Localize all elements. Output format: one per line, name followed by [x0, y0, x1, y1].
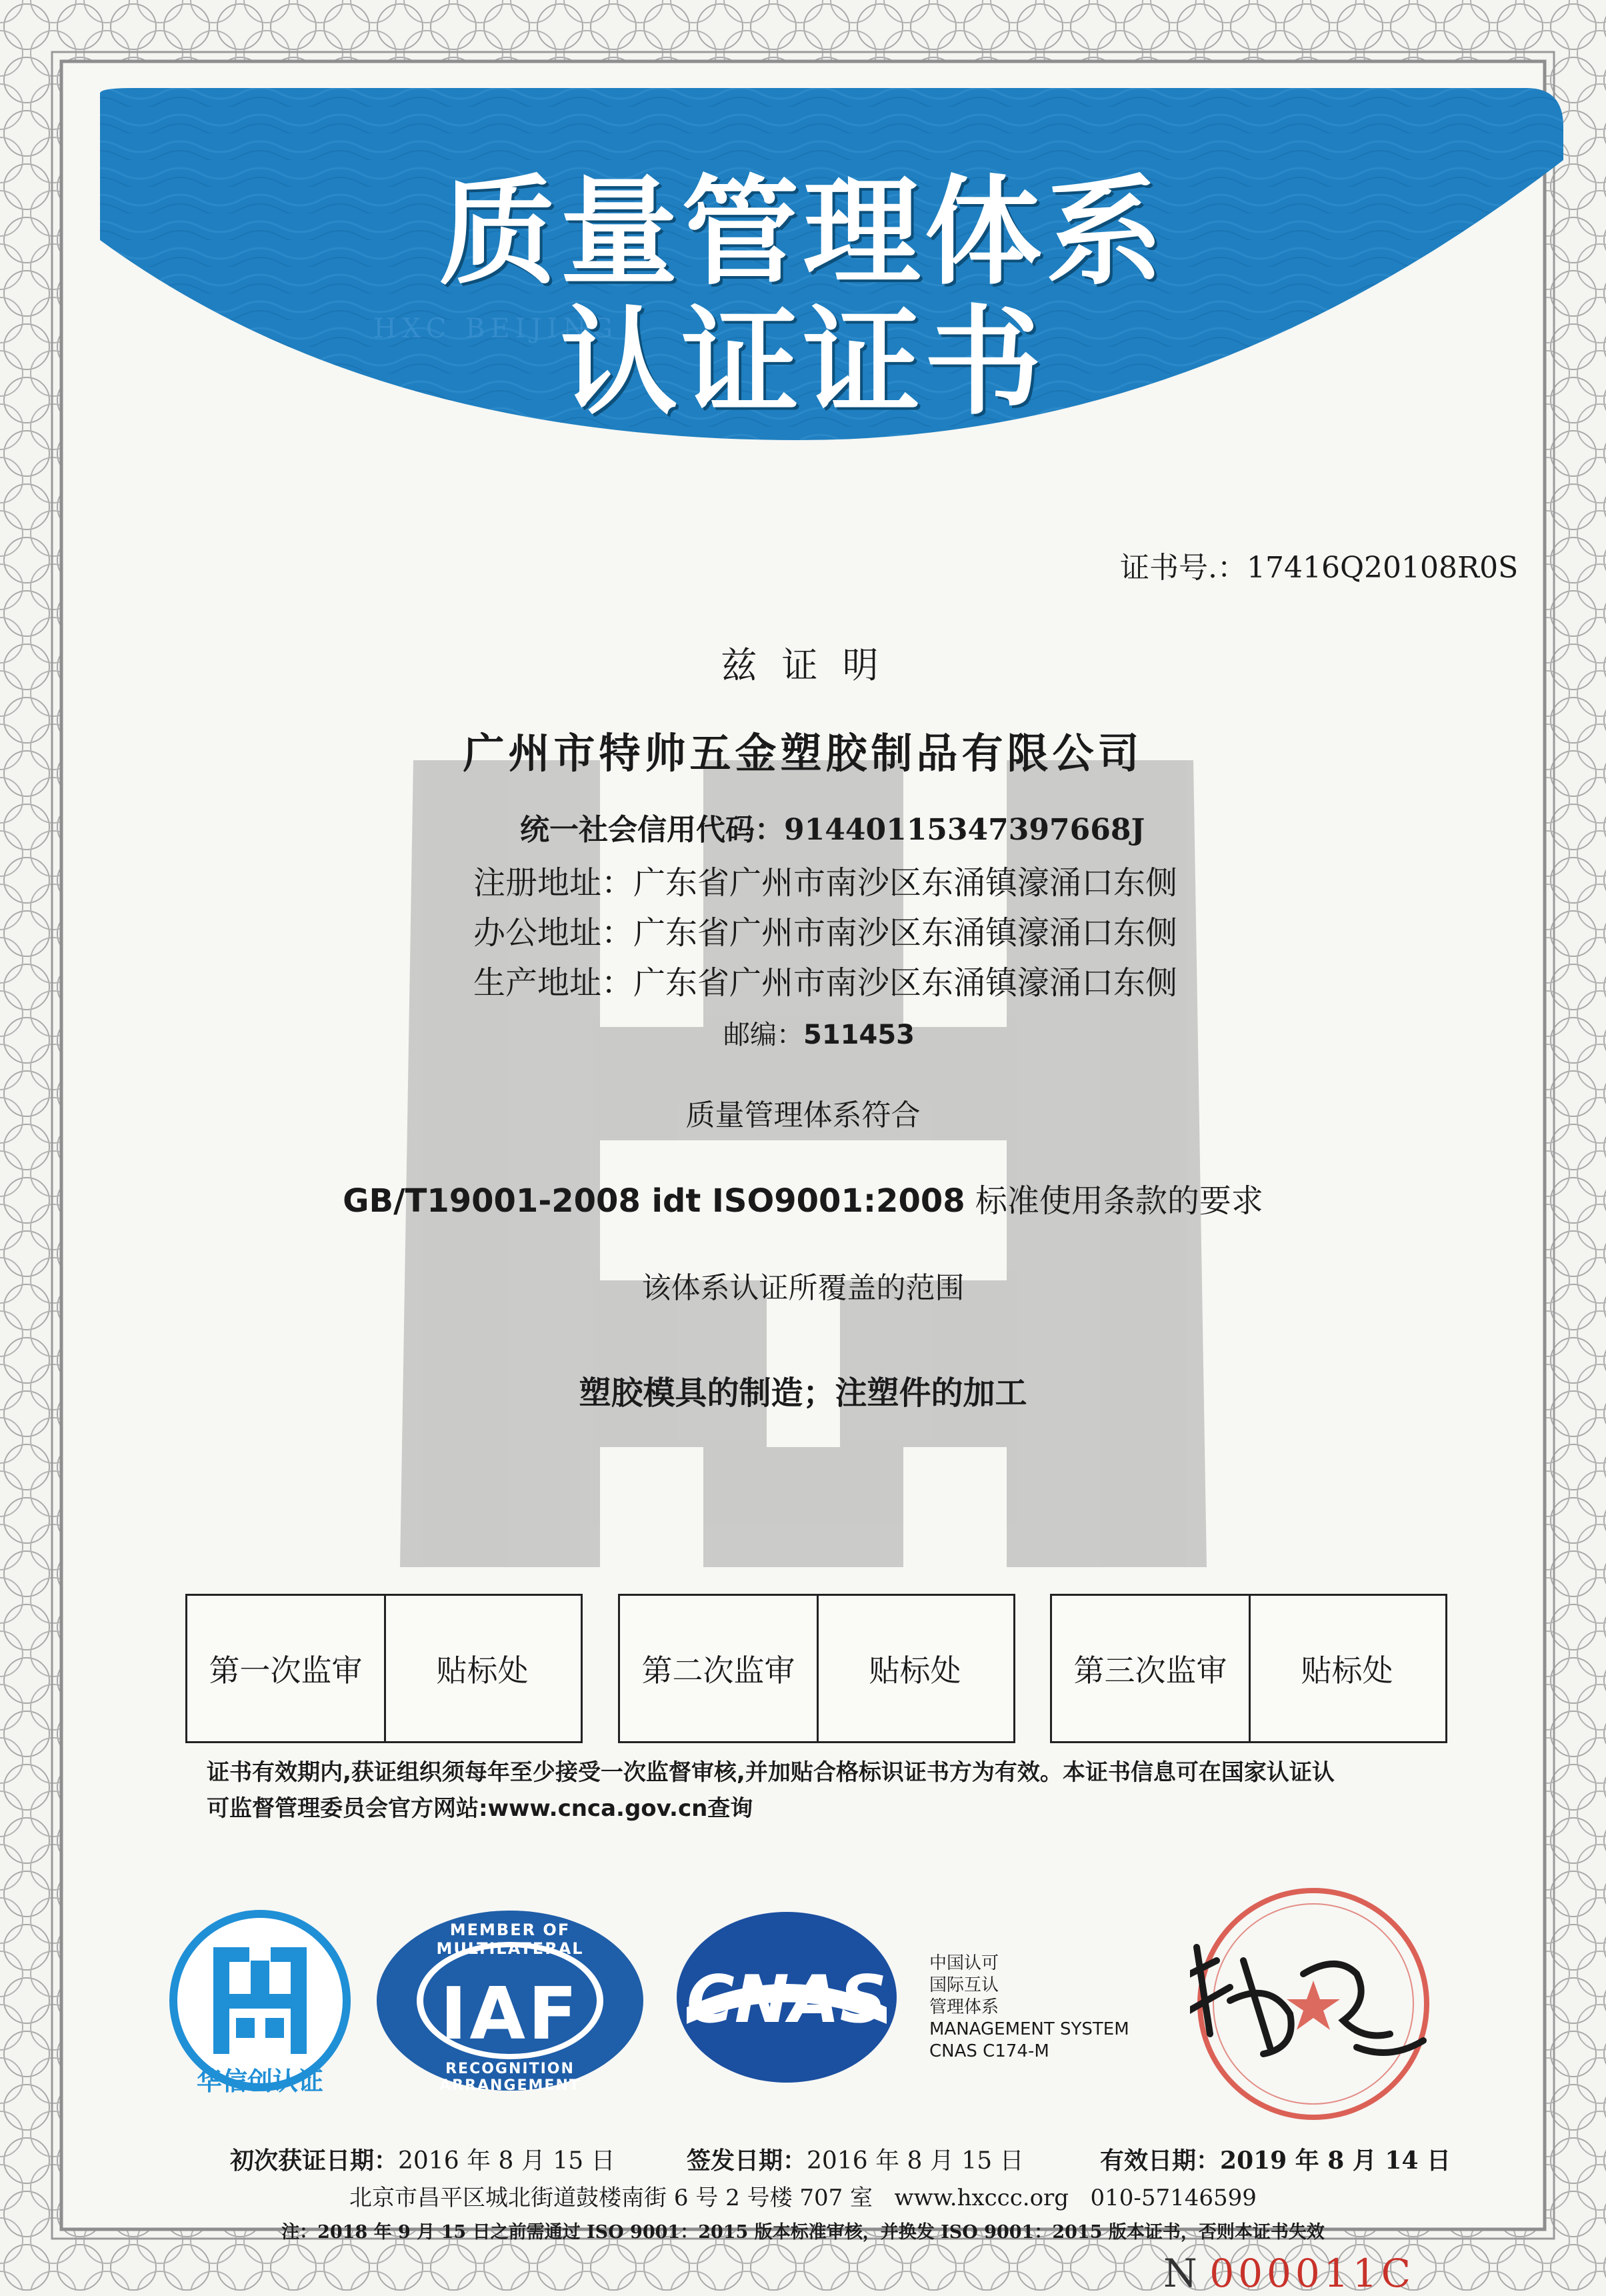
- audit-stamp-area: 贴标处: [436, 1652, 529, 1688]
- production-address: [473, 957, 1177, 1003]
- audit-stamp-area: 贴标处: [1301, 1652, 1393, 1688]
- cnas-info-line: 管理体系: [929, 1997, 999, 2017]
- registered-address: [473, 857, 1177, 903]
- credit-code-label: 统一社会信用代码：: [520, 813, 784, 847]
- credit-code-value: 91440115347397668J: [784, 813, 1145, 847]
- banner-watermark: HXC BEIJING: [373, 313, 619, 344]
- cnas-info-line: CNAS C174-M: [929, 2041, 1049, 2061]
- office-address-value: 广东省广州市南沙区东涌镇濠涌口东侧: [633, 914, 1178, 952]
- issue-date-label: 签发日期：: [687, 2147, 807, 2175]
- title-line1: 质量管理体系: [439, 163, 1167, 301]
- first-cert-date-value: 2016 年 8 月 15 日: [398, 2147, 615, 2175]
- validity-notice-line1: 证书有效期内,获证组织须每年至少接受一次监督审核,并加贴合格标识证书方为有效。本证书信息可在国家认证认: [207, 1759, 1335, 1786]
- issuer-phone: 010-57146599: [1090, 2185, 1257, 2211]
- postcode-label: 邮编：: [723, 1020, 803, 1050]
- postcode-value: 511453: [803, 1020, 915, 1050]
- first-cert-date-label: 初次获证日期：: [230, 2147, 399, 2175]
- production-address-value: 广东省广州市南沙区东涌镇濠涌口东侧: [633, 964, 1178, 1002]
- expiry-date-label: 有效日期：: [1100, 2147, 1221, 2175]
- audit-label: 第三次监审: [1052, 1596, 1251, 1741]
- serial-number: [1163, 2251, 1415, 2296]
- expiry-date-value: 2019 年 8 月 14 日: [1220, 2147, 1451, 2175]
- cnas-info: [929, 1953, 1129, 2063]
- cnas-info-line: 国际互认: [929, 1975, 999, 1995]
- office-address: [473, 907, 1177, 953]
- serial-value: 000011C: [1209, 2251, 1415, 2296]
- footnote: 注：2018 年 9 月 15 日之前需通过 ISO 9001：2015 版本标准审核，并换发 ISO 9001：2015 版本证书，否则本证书失效: [281, 2222, 1325, 2243]
- standard-code: GB/T19001-2008 idt ISO9001:2008: [343, 1182, 965, 1220]
- scope-text: 塑胶模具的制造；注塑件的加工: [579, 1374, 1027, 1412]
- issuer-contact: [0, 2179, 1606, 2212]
- expiry-date: [1100, 2142, 1451, 2176]
- audit-label: 第一次监审: [187, 1596, 386, 1741]
- cert-number: [1120, 543, 1518, 586]
- serial-prefix: N: [1163, 2251, 1197, 2296]
- audit-box-1: [185, 1594, 583, 1743]
- hxc-logo-text: 华信创认证: [196, 2067, 323, 2096]
- cnas-info-line: MANAGEMENT SYSTEM: [929, 2019, 1129, 2039]
- issue-date: [687, 2142, 1024, 2176]
- first-cert-date: [230, 2142, 615, 2176]
- company-name: 广州市特帅五金塑胶制品有限公司: [463, 729, 1143, 778]
- office-address-label: 办公地址：: [473, 914, 634, 952]
- audit-stamp-area: 贴标处: [869, 1652, 961, 1688]
- production-address-label: 生产地址：: [473, 964, 634, 1002]
- scope-heading: 该体系认证所覆盖的范围: [641, 1271, 965, 1305]
- cnas-info-line: 中国认可: [929, 1953, 999, 1973]
- issuer-website: www.hxccc.org: [894, 2185, 1069, 2211]
- standard-line: [0, 1175, 1606, 1221]
- cert-number-label: 证书号.：: [1120, 551, 1247, 585]
- iaf-ring-top: MEMBER OF MULTILATERAL: [436, 1921, 584, 1958]
- conformance-text: 质量管理体系符合: [685, 1098, 921, 1132]
- hereby-heading: 兹 证 明: [721, 644, 885, 686]
- issuer-address: 北京市昌平区城北街道鼓楼南街 6 号 2 号楼 707 室: [349, 2185, 873, 2211]
- issue-date-value: 2016 年 8 月 15 日: [807, 2147, 1024, 2175]
- company-seal-icon: [1190, 1881, 1437, 2127]
- audit-box-3: [1050, 1594, 1447, 1743]
- audit-box-2: [618, 1594, 1015, 1743]
- postcode: [723, 1014, 915, 1052]
- validity-notice-line2: 可监督管理委员会官方网站:www.cnca.gov.cn查询: [207, 1795, 753, 1822]
- registered-address-label: 注册地址：: [473, 864, 634, 902]
- standard-suffix: 标准使用条款的要求: [975, 1182, 1263, 1220]
- cnas-logo-text: CNAS: [686, 1962, 887, 2038]
- cert-number-value: 17416Q20108R0S: [1247, 551, 1519, 585]
- iaf-ring-bottom: RECOGNITION ARRANGEMENT: [439, 2061, 581, 2094]
- audit-label: 第二次监审: [620, 1596, 819, 1741]
- credit-code: [520, 806, 1145, 848]
- title-line2: 认证证书: [560, 293, 1046, 431]
- registered-address-value: 广东省广州市南沙区东涌镇濠涌口东侧: [633, 864, 1178, 902]
- iaf-logo-text: IAF: [440, 1973, 580, 2056]
